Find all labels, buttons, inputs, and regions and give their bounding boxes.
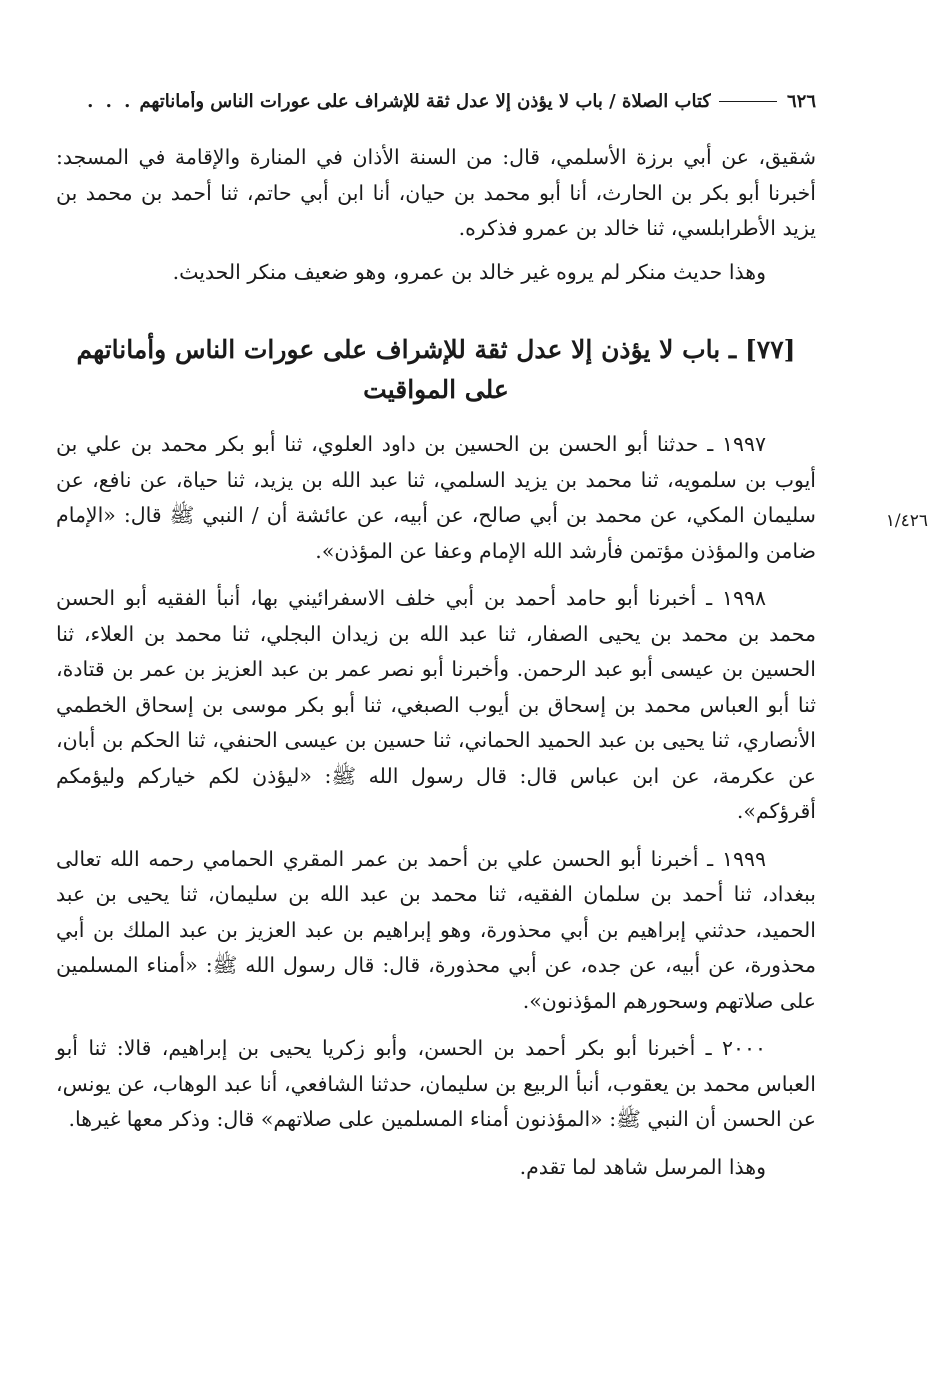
- page-header: [56, 84, 816, 118]
- continuation-paragraph: شقيق، عن أبي برزة الأسلمي، قال: من السنة الأذان في المنارة والإقامة في المسجد: أخبرنا أبو بكر بن الحارث، أنا أبو محمد بن حيان، أنا ابن أبي حاتم، ثنا أحمد بن محمد بن يزيد الأطرابلسي، ثنا خالد بن عمرو فذكره.: [56, 145, 816, 240]
- grading-note: وهذا حديث منكر لم يروه غير خالد بن عمرو، وهو ضعيف منكر الحديث.: [172, 259, 766, 284]
- hadith-1999: ١٩٩٩ ـ أخبرنا أبو الحسن علي بن أحمد بن عمر المقري الحمامي رحمه الله تعالى ببغداد، ثنا أحمد بن سلمان الفقيه، ثنا محمد بن عبد الله بن سليمان، ثنا يحيى بن عبد الحميد، حدثني إبراهيم بن أبي محذورة، وهو إبراهيم بن عبد العزيز بن عبد الملك بن أبي محذورة، عن أبيه، عن جده، عن أبي محذورة، قال: قال رسول الله ﷺ: «أمناء المسلمين على صلاتهم وسحورهم المؤذنون».: [56, 846, 816, 1013]
- running-title-ellipsis: . . .: [87, 90, 134, 112]
- closing-note: وهذا المرسل شاهد لما تقدم.: [519, 1154, 766, 1179]
- hadith-list: [56, 427, 816, 1185]
- page-number: ٦٢٦: [786, 90, 816, 112]
- running-title: كتاب الصلاة / باب لا يؤذن إلا عدل ثقة للإشراف على عورات الناس وأماناتهم: [139, 90, 711, 112]
- hadith-2000: ٢٠٠٠ ـ أخبرنا أبو بكر أحمد بن الحسن، وأبو زكريا يحيى بن إبراهيم، قالا: ثنا أبو العباس محمد بن يعقوب، أنبأ الربيع بن سليمان، حدثنا الشافعي، أنا عبد الوهاب، عن يونس، عن الحسن أن النبي ﷺ: «المؤذنون أمناء المسلمين على صلاتهم» قال: وذكر معها غيرها.: [56, 1036, 816, 1131]
- manuscript-folio-note: ١/٤٢٦: [885, 511, 928, 531]
- hadith-1998: ١٩٩٨ ـ أخبرنا أبو حامد أحمد بن أبي خلف الاسفرائيني بها، أنبأ الفقيه أبو الحسن محمد بن محمد بن يحيى الصفار، ثنا عبد الله بن زيدان البجلي، ثنا محمد بن العلاء، ثنا الحسين بن عيسى أبو عبد الرحمن. وأخبرنا أبو نصر عمر بن عبد العزيز بن عمر بن قتادة، ثنا أبو العباس محمد بن إسحاق بن أيوب الصبغي، ثنا أبو بكر موسى بن إسحاق الخطمي الأنصاري، ثنا يحيى بن عبد الحميد الحماني، ثنا حسين بن عيسى الحنفي، ثنا الحكم بن أبان، عن عكرمة، عن ابن عباس قال: قال رسول الله ﷺ: «ليؤذن لكم خياركم وليؤمكم أقرؤكم».: [56, 586, 816, 823]
- chapter-heading: [٧٧] ـ باب لا يؤذن إلا عدل ثقة للإشراف على عورات الناس وأماناتهم على المواقيت: [76, 335, 796, 404]
- hadith-1997: ١٩٩٧ ـ حدثنا أبو الحسن بن الحسين بن داود العلوي، ثنا أبو بكر محمد بن علي بن أيوب بن سلمويه، ثنا محمد بن يزيد السلمي، ثنا عبد الله بن يزيد، ثنا حياة، عن نافع، عن سليمان المكي، عن محمد بن أبي صالح، عن أبيه، عن عائشة أن / النبي ﷺ قال: «الإمام ضامن والمؤذن مؤتمن فأرشد الله الإمام وعفا عن المؤذن».: [56, 432, 816, 563]
- top-text: [56, 140, 816, 290]
- header-rule: [719, 101, 777, 102]
